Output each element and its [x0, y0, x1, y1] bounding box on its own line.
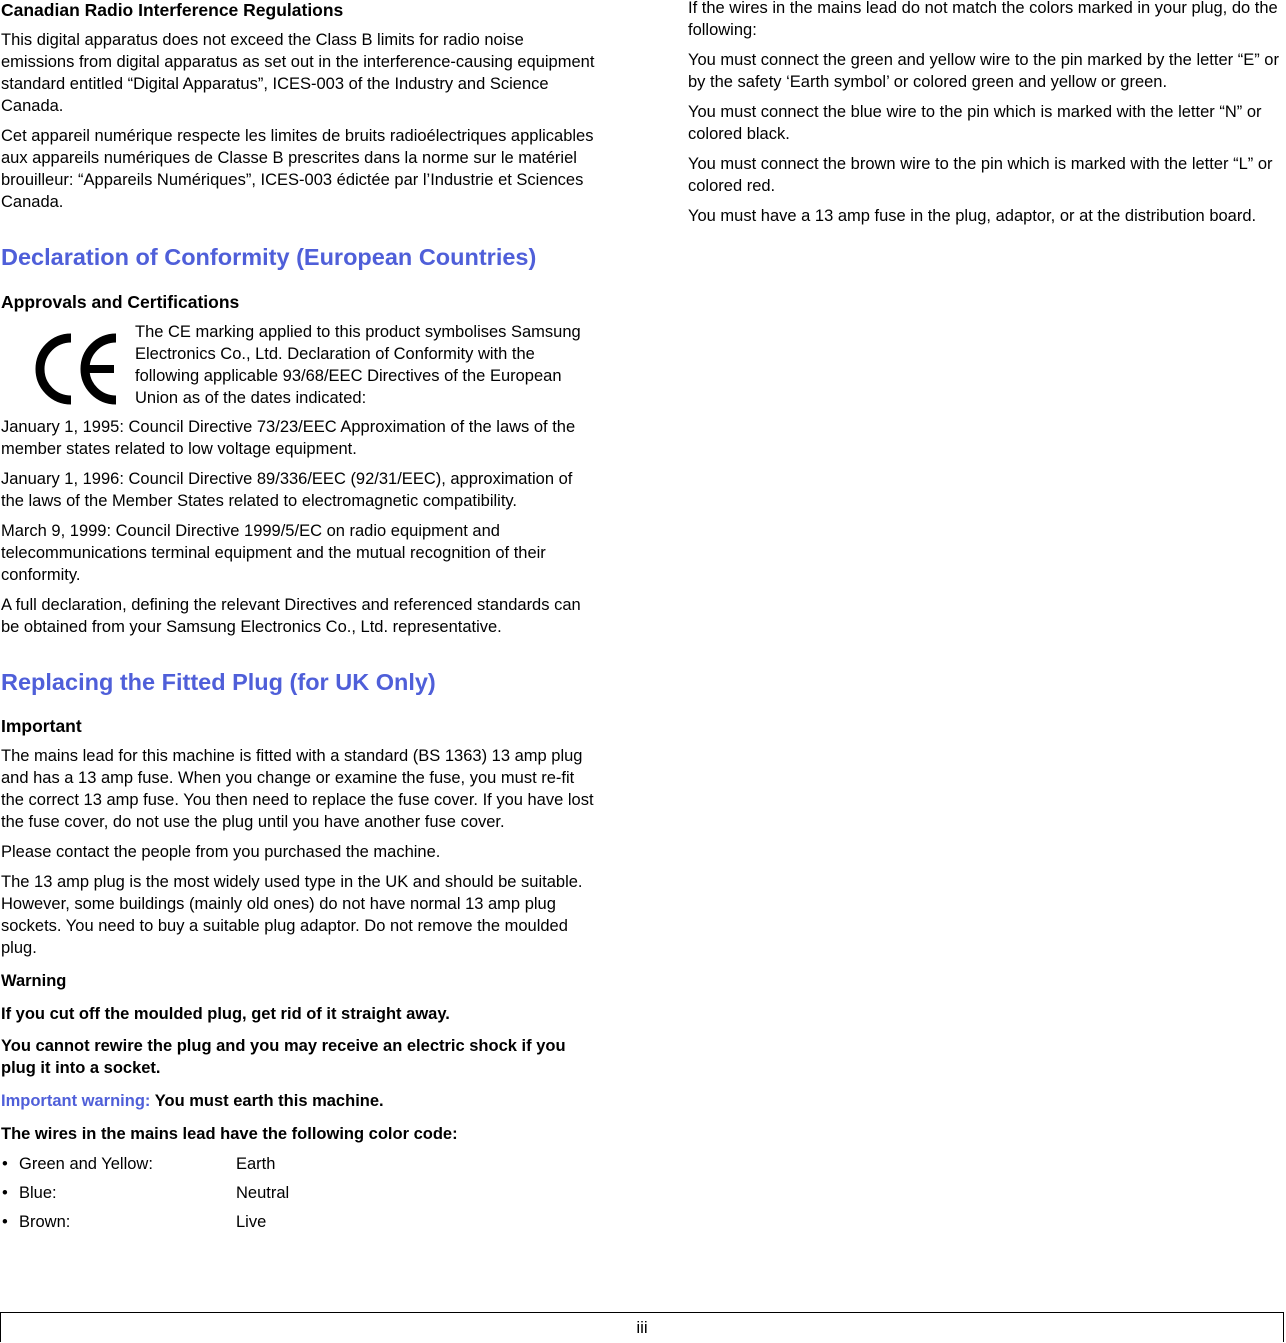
bullet: • [2, 1155, 8, 1173]
bullet: • [2, 1184, 8, 1202]
ce-marking-text: The CE marking applied to this product symbolises Samsung Electronics Co., Ltd. Declaration of Conformity with the following applicable 93/68/EEC Directives of the European Union as of the dates indicated: [135, 323, 581, 407]
live-wire-instruction: You must connect the brown wire to the pin which is marked with the letter “L” or colored red. [688, 155, 1273, 195]
warning-cut-plug: If you cut off the moulded plug, get rid of it straight away. [1, 1005, 450, 1023]
earth-wire-instruction: You must connect the green and yellow wire to the pin marked by the letter “E” or by the safety ‘Earth symbol’ or colored green and yellow or green. [688, 51, 1279, 91]
directive-1999: March 9, 1999: Council Directive 1999/5/EC on radio equipment and telecommunications terminal equipment and the mutual recognition of their conformity. [1, 522, 546, 584]
canadian-regulations-heading: Canadian Radio Interference Regulations [1, 0, 344, 20]
page-footer [0, 1312, 1284, 1342]
approvals-heading: Approvals and Certifications [1, 292, 240, 312]
directive-1996: January 1, 1996: Council Directive 89/336/EEC (92/31/EEC), approximation of the laws of the Member States related to electromagnetic compatibility. [1, 470, 573, 510]
left-column [1, 0, 597, 1240]
declaration-heading: Declaration of Conformity (European Countries) [1, 244, 537, 270]
important-warning-text: You must earth this machine. [150, 1092, 384, 1110]
important-warning-line [1, 1090, 597, 1112]
wire-color-label: Brown: [19, 1213, 71, 1231]
plug-heading: Replacing the Fitted Plug (for UK Only) [1, 669, 436, 695]
canadian-paragraph-english: This digital apparatus does not exceed the Class B limits for radio noise emissions from digital apparatus as set out in the interference-causing equipment standard entitled “Digital Apparatus”, ICES-003 of the Industry and Science Canada. [1, 31, 595, 115]
wire-color-value: Earth [236, 1155, 276, 1173]
bullet: • [2, 1213, 8, 1231]
list-item [1, 1211, 597, 1240]
plug-type-paragraph: The 13 amp plug is the most widely used type in the UK and should be suitable. However, some buildings (mainly old ones) do not have normal 13 amp plug sockets. You need to buy a suitable plug adaptor. Do not remove the moulded plug. [1, 873, 583, 957]
page-number: iii [636, 1318, 648, 1337]
full-declaration-note: A full declaration, defining the relevant Directives and referenced standards can be obtained from your Samsung Electronics Co., Ltd. representative. [1, 596, 581, 636]
wire-color-value: Neutral [236, 1184, 290, 1202]
wire-color-label: Green and Yellow: [19, 1155, 153, 1173]
ce-marking-block [1, 321, 597, 409]
canadian-paragraph-french: Cet appareil numérique respecte les limites de bruits radioélectriques applicables aux appareils numériques de Classe B prescrites dans la norme sur le matériel brouilleur: “Appareils Numériques”, ICES-003 édictée par l’Industrie et Sciences Canada. [1, 127, 594, 211]
contact-paragraph: Please contact the people from you purchased the machine. [1, 843, 441, 861]
neutral-wire-instruction: You must connect the blue wire to the pin which is marked with the letter “N” or colored black. [688, 103, 1262, 143]
right-column [688, 0, 1286, 227]
ce-mark-icon [33, 333, 119, 405]
directive-1995: January 1, 1995: Council Directive 73/23/EEC Approximation of the laws of the member states related to low voltage equipment. [1, 418, 576, 458]
warning-rewire: You cannot rewire the plug and you may receive an electric shock if you plug it into a socket. [1, 1037, 566, 1077]
important-warning-label: Important warning: [1, 1092, 151, 1110]
mains-lead-paragraph: The mains lead for this machine is fitted with a standard (BS 1363) 13 amp plug and has a 13 amp fuse. When you change or examine the fuse, you must re-fit the correct 13 amp fuse. You then need to replace the fuse cover. If you have lost the fuse cover, do not use the plug until you have another fuse cover. [1, 747, 594, 831]
warning-heading: Warning [1, 972, 67, 990]
important-heading: Important [1, 716, 82, 736]
list-item [1, 1153, 597, 1182]
wire-color-value: Live [236, 1213, 267, 1231]
wire-color-list [1, 1153, 597, 1240]
wire-color-label: Blue: [19, 1184, 57, 1202]
mismatch-paragraph: If the wires in the mains lead do not match the colors marked in your plug, do the following: [688, 0, 1278, 39]
wires-intro: The wires in the mains lead have the following color code: [1, 1125, 458, 1143]
fuse-instruction: You must have a 13 amp fuse in the plug, adaptor, or at the distribution board. [688, 207, 1257, 225]
list-item [1, 1182, 597, 1211]
